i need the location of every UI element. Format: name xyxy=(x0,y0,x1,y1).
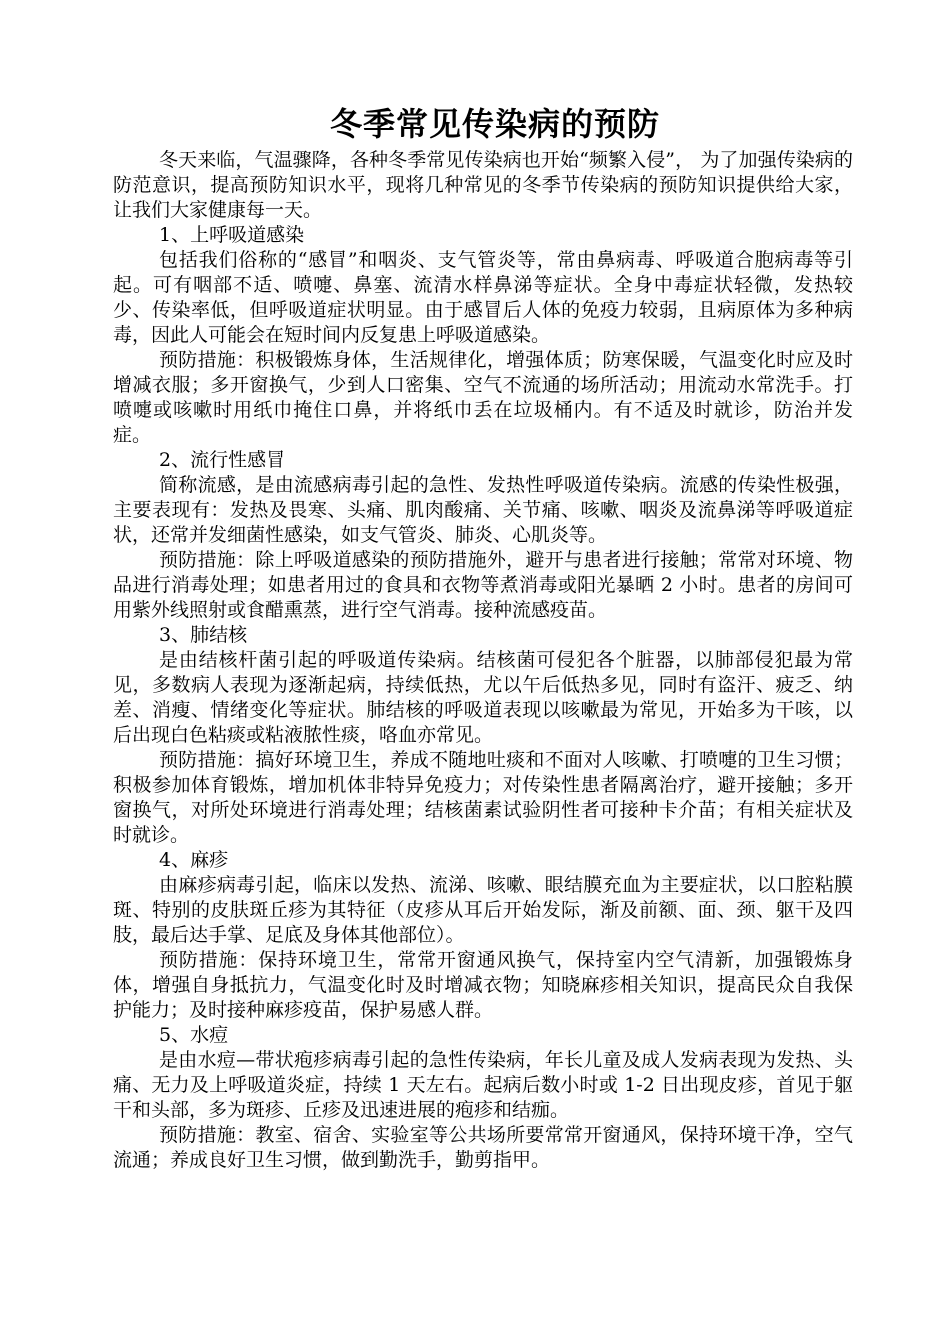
tuberculosis-prevention: 预防措施：搞好环境卫生，养成不随地吐痰和不面对人咳嗽、打喷嚏的卫生习惯；积极参加体育锻炼，增加机体非特异免疫力；对传染性患者隔离治疗，避开接触；多开窗换气，对所处环境进行消毒处理；结核菌素试验阴性者可接种卡介苗；有相关症状及时就诊。 xyxy=(113,749,853,846)
section-heading-chickenpox: 5、水痘 xyxy=(159,1024,229,1046)
influenza-prevention: 预防措施：除上呼吸道感染的预防措施外，避开与患者进行接触；常常对环境、物品进行消毒处理；如患者用过的食具和衣物等煮消毒或阳光暴晒 2 小时。患者的房间可用紫外线照射或食醋熏蒸，进行空气消毒。接种流感疫苗。 xyxy=(113,549,853,621)
influenza-description: 简称流感，是由流感病毒引起的急性、发热性呼吸道传染病。流感的传染性极强，主要表现有：发热及畏寒、头痛、肌肉酸痛、关节痛、咳嗽、咽炎及流鼻涕等呼吸道症状，还常并发细菌性感染，如支气管炎、肺炎、心肌炎等。 xyxy=(113,474,853,546)
section-heading-upper-respiratory: 1、上呼吸道感染 xyxy=(159,224,305,246)
section-heading-influenza: 2、流行性感冒 xyxy=(159,449,286,471)
upper-respiratory-description: 包括我们俗称的“感冒”和咽炎、支气管炎等，常由鼻病毒、呼吸道合胞病毒等引起。可有咽部不适、喷嚏、鼻塞、流清水样鼻涕等症状。全身中毒症状轻微，发热较少、传染率低，但呼吸道症状明显。由于感冒后人体的免疫力较弱，且病原体为多种病毒，因此人可能会在短时间内反复患上呼吸道感染。 xyxy=(113,249,853,346)
tuberculosis-description: 是由结核杆菌引起的呼吸道传染病。结核菌可侵犯各个脏器，以肺部侵犯最为常见，多数病人表现为逐渐起病，持续低热，尤以午后低热多见，同时有盗汗、疲乏、纳差、消瘦、情绪变化等症状。肺结核的呼吸道表现以咳嗽最为常见，开始多为干咳，以后出现白色粘痰或粘液脓性痰，咯血亦常见。 xyxy=(113,649,853,746)
intro-paragraph: 冬天来临，气温骤降，各种冬季常见传染病也开始“频繁入侵”， 为了加强传染病的防范意识，提高预防知识水平，现将几种常见的冬季节传染病的预防知识提供给大家，让我们大家健康每一天。 xyxy=(113,149,853,221)
upper-respiratory-prevention: 预防措施：积极锻炼身体，生活规律化，增强体质；防寒保暖，气温变化时应及时增减衣服；多开窗换气，少到人口密集、空气不流通的场所活动；用流动水常洗手。打喷嚏或咳嗽时用纸巾掩住口鼻，并将纸巾丢在垃圾桶内。有不适及时就诊，防治并发症。 xyxy=(113,349,853,446)
section-heading-tuberculosis: 3、肺结核 xyxy=(159,624,248,646)
section-heading-measles: 4、麻疹 xyxy=(159,849,229,871)
document-body xyxy=(113,148,853,1173)
chickenpox-prevention: 预防措施：教室、宿舍、实验室等公共场所要常常开窗通风，保持环境干净，空气流通；养成良好卫生习惯，做到勤洗手，勤剪指甲。 xyxy=(113,1124,853,1171)
document-title: 冬季常见传染病的预防 xyxy=(330,105,661,143)
measles-prevention: 预防措施：保持环境卫生，常常开窗通风换气，保持室内空气清新，加强锻炼身体，增强自身抵抗力，气温变化时及时增减衣物；知晓麻疹相关知识，提高民众自我保护能力；及时接种麻疹疫苗，保护易感人群。 xyxy=(113,949,853,1021)
measles-description: 由麻疹病毒引起，临床以发热、流涕、咳嗽、眼结膜充血为主要症状，以口腔粘膜斑、特别的皮肤斑丘疹为其特征（皮疹从耳后开始发际，渐及前额、面、颈、躯干及四肢，最后达手掌、足底及身体其他部位）。 xyxy=(113,874,853,946)
chickenpox-description: 是由水痘—带状疱疹病毒引起的急性传染病，年长儿童及成人发病表现为发热、头痛、无力及上呼吸道炎症，持续 1 天左右。起病后数小时或 1-2 日出现皮疹，首见于躯干和头部，多为斑疹、丘疹及迅速进展的疱疹和结痂。 xyxy=(113,1049,853,1121)
